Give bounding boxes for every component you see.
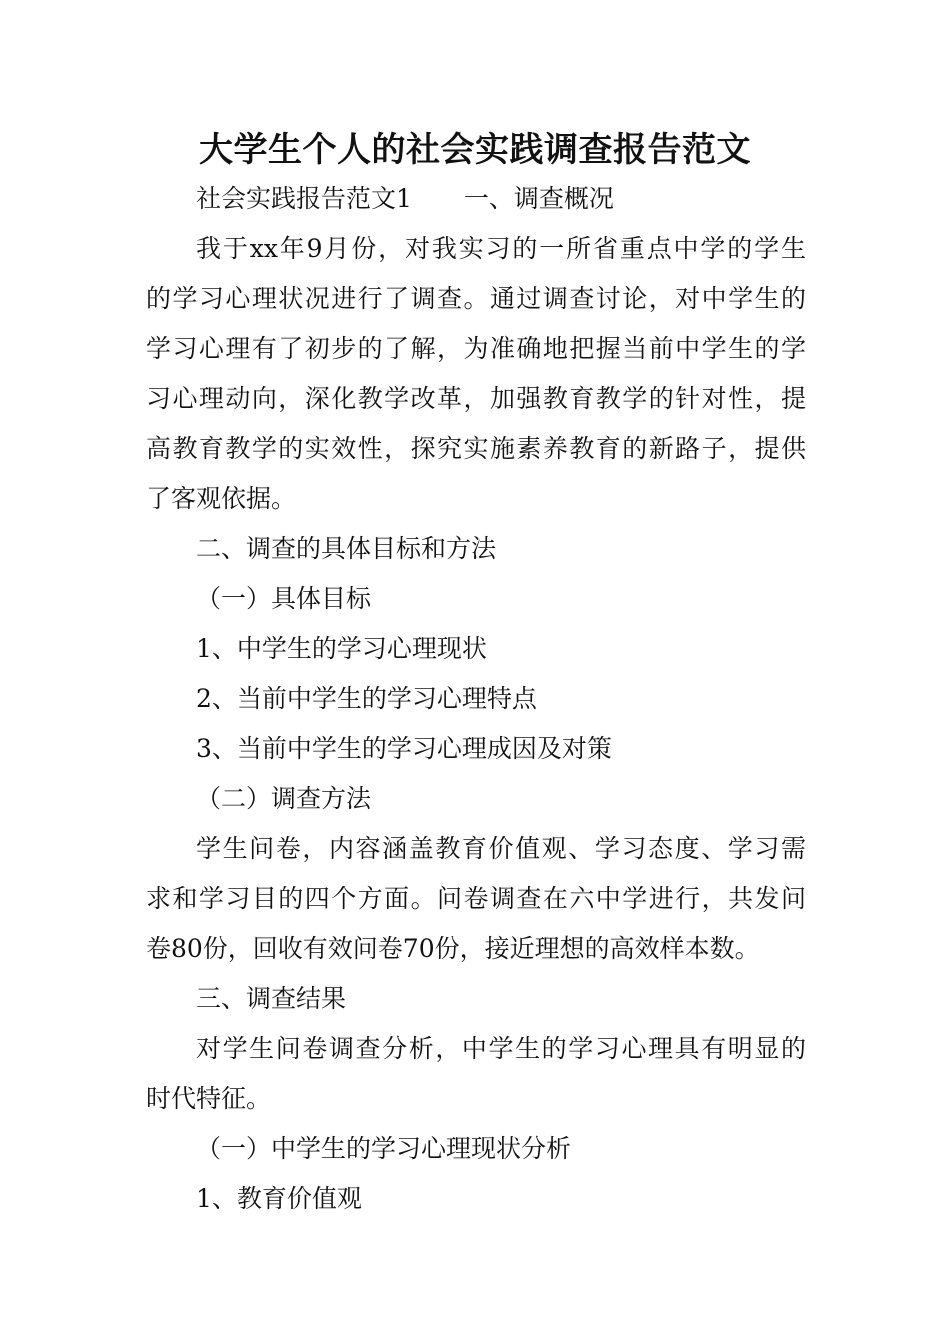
paragraph-line: 对学生问卷调查分析，中学生的学习心理具有明显的 (196, 1034, 806, 1063)
first-line (196, 182, 856, 216)
section-heading: 二、调查的具体目标和方法 (196, 534, 497, 563)
paragraph-line: 我于xx年9月份，对我实习的一所省重点中学的学生 (196, 234, 806, 263)
section-heading: 三、调查结果 (196, 984, 347, 1013)
paragraph-line: 高教育教学的实效性，探究实施素养教育的新路子，提供 (146, 434, 806, 463)
report-label: 社会实践报告范文1 (196, 184, 412, 213)
list-item: 2、当前中学生的学习心理特点 (196, 684, 537, 713)
list-item: 3、当前中学生的学习心理成因及对策 (196, 734, 612, 763)
paragraph-line: 的学习心理状况进行了调查。通过调查讨论，对中学生的 (146, 284, 806, 313)
paragraph-line: 了客观依据。 (146, 484, 297, 513)
subsection-heading: （一）具体目标 (196, 584, 372, 613)
paragraph-line: 求和学习目的四个方面。问卷调查在六中学进行，共发问 (146, 884, 806, 913)
subsection-heading: （一）中学生的学习心理现状分析 (196, 1134, 572, 1163)
list-item: 1、教育价值观 (196, 1184, 362, 1213)
document-title: 大学生个人的社会实践调查报告范文 (199, 130, 751, 170)
paragraph-line: 学习心理有了初步的了解，为准确地把握当前中学生的学 (146, 334, 806, 363)
paragraph-line: 卷80份，回收有效问卷70份，接近理想的高效样本数。 (146, 934, 760, 963)
paragraph-line: 学生问卷，内容涵盖教育价值观、学习态度、学习需 (196, 834, 806, 863)
paragraph-line: 时代特征。 (146, 1084, 272, 1113)
subsection-heading: （二）调查方法 (196, 784, 372, 813)
section-heading: 一、调查概况 (463, 184, 614, 213)
paragraph-line: 习心理动向，深化教学改革，加强教育教学的针对性，提 (146, 384, 806, 413)
list-item: 1、中学生的学习心理现状 (196, 634, 487, 663)
